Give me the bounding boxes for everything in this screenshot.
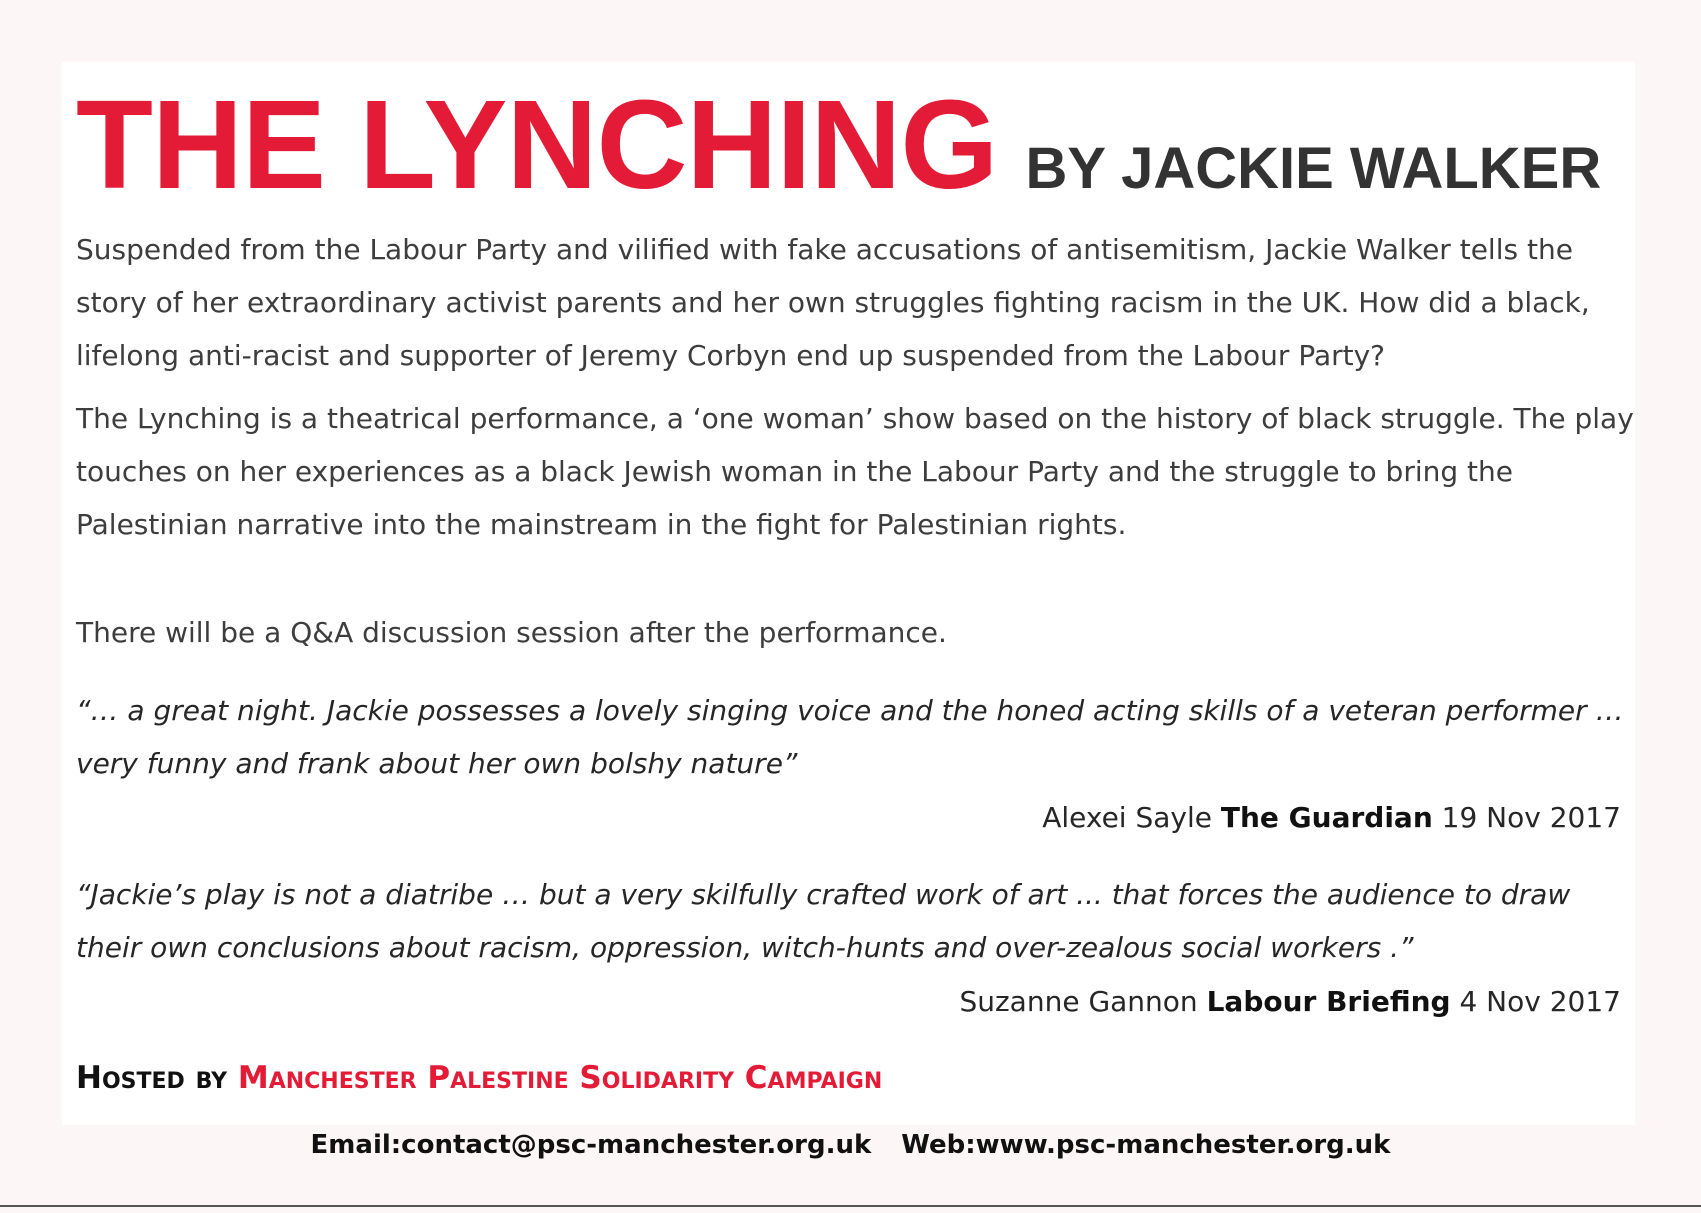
host-organisation: Manchester Palestine Solidarity Campaign bbox=[237, 1060, 883, 1096]
description-paragraph-1: Suspended from the Labour Party and vilified with fake accusations of antisemitism, Jackie Walker tells the story of her extraordinary activist parents and her own struggles fighting racism in the UK. How did a black, lifelong anti-racist and supporter of Jeremy Corbyn end up suspended from the Labour Party? bbox=[76, 233, 1590, 372]
review-quote-1: “… a great night. Jackie possesses a lovely singing voice and the honed acting skills of a veteran performer … very funny and frank about her own bolshy nature” bbox=[76, 694, 1624, 780]
contact-line bbox=[0, 1130, 1701, 1160]
review-quote-2: “Jackie’s play is not a diatribe … but a very skilfully crafted work of art ... that forces the audience to draw their own conclusions about racism, oppression, witch-hunts and over-zealous social workers .” bbox=[76, 878, 1571, 964]
bottom-divider bbox=[0, 1205, 1701, 1207]
review-date: 19 Nov 2017 bbox=[1441, 801, 1621, 834]
hosted-by-label: Hosted by bbox=[76, 1060, 228, 1096]
reviewer-name: Suzanne Gannon bbox=[959, 985, 1198, 1018]
contact-web[interactable]: Web:www.psc-manchester.org.uk bbox=[901, 1130, 1391, 1160]
publication-name: Labour Briefing bbox=[1206, 985, 1451, 1018]
play-title: THE LYNCHING bbox=[76, 74, 998, 215]
review-attribution-1 bbox=[1042, 791, 1621, 844]
review-date: 4 Nov 2017 bbox=[1459, 985, 1621, 1018]
title-block bbox=[76, 74, 1602, 215]
hosted-by-line bbox=[76, 1060, 882, 1096]
qa-notice: There will be a Q&A discussion session after the performance. bbox=[76, 616, 947, 649]
reviewer-name: Alexei Sayle bbox=[1042, 801, 1212, 834]
description-paragraph-2: The Lynching is a theatrical performance, a ‘one woman’ show based on the history of black struggle. The play touches on her experiences as a black Jewish woman in the Labour Party and the struggle to bring the Palestinian narrative into the mainstream in the fight for Palestinian rights. bbox=[76, 402, 1634, 541]
contact-email[interactable]: Email:contact@psc-manchester.org.uk bbox=[310, 1130, 872, 1160]
author-byline: BY JACKIE WALKER bbox=[1025, 136, 1602, 201]
review-attribution-2 bbox=[959, 975, 1621, 1028]
publication-name: The Guardian bbox=[1220, 801, 1433, 834]
